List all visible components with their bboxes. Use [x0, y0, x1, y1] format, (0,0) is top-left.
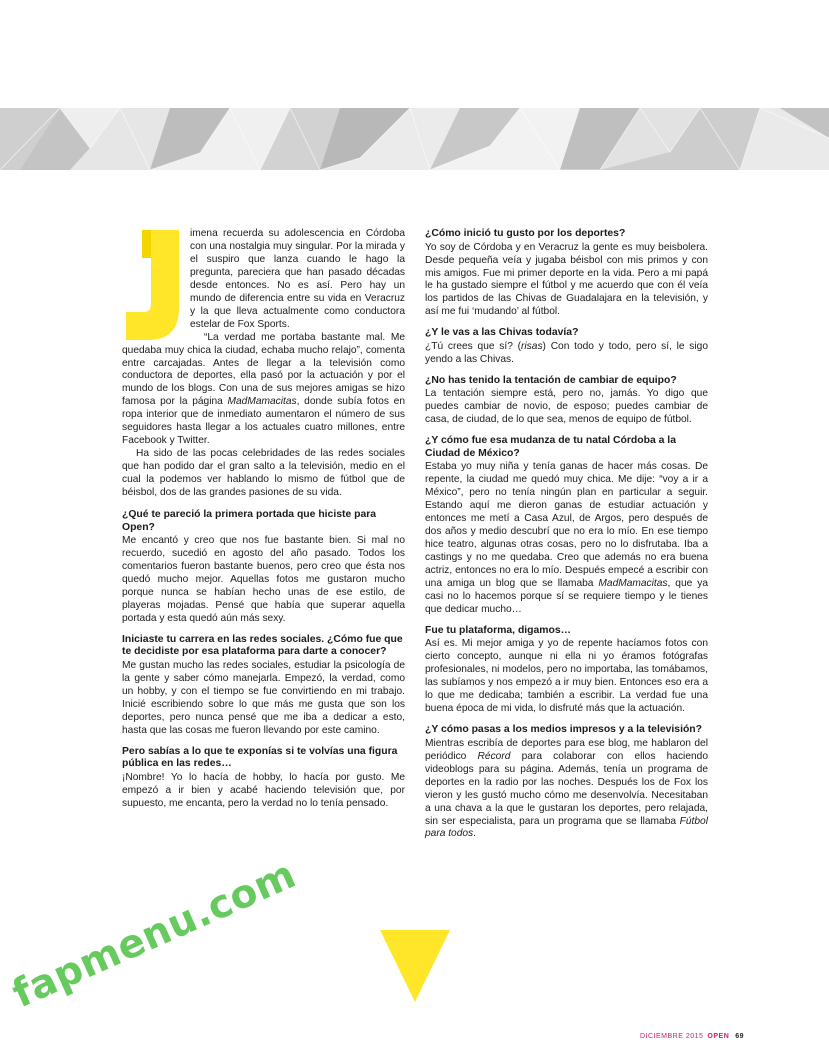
- watermark-text: fapmenu.com: [6, 852, 303, 1018]
- answer-8: Así es. Mi mejor amiga y yo de repente hacíamos fotos con cierto concepto, aunque ni ella ni yo éramos fotógrafas profesionales, ni modelos, pero no importaba, las tomábamos, las subíamos y nos empezó a ir muy bien. Entonces eso era a lo que me dedicaba; también a escribir. La verdad fue una buena época de mi vida, lo disfruté más que la actuación.: [425, 638, 708, 715]
- answer-3: ¡Nombre! Yo lo hacía de hobby, lo hacía por gusto. Me empezó a ir bien y acabé haciendo televisión que, por supuesto, me encanta, pero la verdad no lo tenía pensado.: [122, 771, 405, 809]
- article-column-left: [122, 228, 405, 819]
- answer-5-part-b: ) Con todo y todo, pero sí, le sigo yendo a las Chivas.: [425, 340, 708, 365]
- question-3: Pero sabías a lo que te exponías si te volvías una figura pública en las redes…: [122, 745, 398, 770]
- answer-1: Me encantó y creo que nos fue bastante bien. Si mal no recuerdo, sucedió en agosto del año pasado. Todos los comentarios fueron bastante buenos, pero creo que ésta nos quedó mucho mejor. Aquellas fotos me gustaron mucho porque nunca se habían hecho unas de ese estilo, de playeras mojadas. Pensé que había que superar aquella portada y esta quedó aún más sexy.: [122, 535, 405, 624]
- answer-7-part-a: Estaba yo muy niña y tenía ganas de hacer más cosas. De repente, la ciudad me quedó muy chica. Me dije: “voy a ir a México”, pero no tenía ningún plan en particular a seguir. Estando aquí me dieron ganas de estudiar actuación y entonces me metí a Casa Azul, de Argos, pero después de dos años y medio descubrí que no era lo mío. En ese tiempo hice teatro, algunas otras cosas, pero no lo disfrutaba. Iba a castings y no me quedaba. Creo que además no era buena actriz, entonces no era lo mío. Después empecé a escribir con una amiga un blog que se llamaba: [425, 461, 708, 590]
- paragraph-2-part-a: “La verdad me portaba bastante mal. Me quedaba muy chica la ciudad, echaba mucho relajo”, comenta entre carcajadas. Antes de llegar a la televisión como conductora de deportes, ella pasó por la actuación y por el mundo de los blogs. Con una de sus mejores amigas se hizo famosa por la página: [122, 331, 405, 408]
- answer-9: [425, 738, 708, 842]
- question-9: ¿Y cómo pasas a los medios impresos y a la televisión?: [425, 724, 703, 736]
- triangle-shape: [380, 930, 450, 1002]
- footer-date: DICIEMBRE 2015: [640, 1033, 704, 1040]
- footer-magazine: OPEN: [707, 1033, 730, 1040]
- answer-9-part-a: Mientras escribía de deportes para ese blog, me hablaron del periódico: [425, 737, 708, 762]
- article-column-right: [425, 228, 708, 849]
- footer-page-number: 69: [735, 1033, 745, 1040]
- answer-7: [425, 461, 708, 616]
- answer-7-part-b: , que ya casi no lo hacemos porque sí se requiere tiempo y le tienes que dedicar mucho…: [425, 578, 708, 615]
- question-1: ¿Qué te pareció la primera portada que hiciste para Open?: [122, 509, 377, 533]
- decorative-triangle: [380, 930, 450, 1007]
- dropcap-j: [124, 228, 182, 342]
- question-7: ¿Y cómo fue esa mudanza de tu natal Córdoba a la Ciudad de México?: [425, 435, 676, 459]
- paragraph-2-part-b: , donde subía fotos en ropa interior que de inmediato aumentaron el número de sus seguidores hasta llegar a los actuales cuatro millones, entre Facebook y Twitter.: [122, 396, 405, 447]
- answer-5-part-a: ¿Tú crees que sí? (: [425, 340, 522, 352]
- watermark: [6, 852, 306, 1018]
- answer-7-blog-name: MadMamacitas: [598, 578, 668, 590]
- paragraph-2-blog-name: MadMamacitas: [227, 396, 297, 408]
- question-4: ¿Cómo inició tu gusto por los deportes?: [425, 228, 626, 239]
- banner-pattern: [0, 108, 829, 170]
- answer-9-part-c: .: [473, 828, 476, 840]
- answer-5-laugh: risas: [521, 340, 543, 352]
- dropcap-j-glyph: [124, 228, 182, 342]
- answer-9-newspaper: Récord: [477, 750, 511, 762]
- page-footer: [640, 1030, 820, 1043]
- header-banner: [0, 108, 829, 170]
- question-6: ¿No has tenido la tentación de cambiar de equipo?: [425, 374, 677, 386]
- article-paragraph-2: [122, 332, 405, 449]
- answer-2: Me gustan mucho las redes sociales, estudiar la psicología de la gente y saber cómo manejarla. Empezó, la verdad, como un hobby, y con el tiempo se fue convirtiendo en mi trabajo. Inicié escribiendo sobre lo que más me gusta que son los deportes, pero nunca pensé que me iba a dedicar a esto, hasta que las cosas me fueron llevando por este camino.: [122, 660, 405, 736]
- answer-5: [425, 341, 708, 367]
- answer-4: Yo soy de Córdoba y en Veracruz la gente es muy beisbolera. Desde pequeña veía y jugaba béisbol con mis primos y con mis amigos. Fue mi primer deporte en la vida. Pero a mi papá le ha gustado siempre el fútbol y me acuerdo que con él veía los partidos de las Chivas de Guadalajara en la televisión, y así me fui ‘mudando’ al fútbol.: [425, 241, 708, 318]
- question-8: Fue tu plataforma, digamos…: [425, 624, 572, 636]
- answer-6: La tentación siempre está, pero no, jamás. Yo digo que puedes cambiar de novio, de esposo; puedes cambiar de casa, de ciudad, de lo que sea, menos de equipo de fútbol.: [425, 388, 708, 426]
- article-intro: imena recuerda su adolescencia en Córdoba con una nostalgia muy singular. Por la mirada y el suspiro que lanza cuando le hago la pregunta, pareciera que han pasado décadas desde entonces. No es así. Pero hay un mundo de diferencia entre su vida en Veracruz y la que lleva actualmente como conductora estelar de Fox Sports.: [190, 228, 405, 330]
- answer-9-part-b: para colaborar con ellos haciendo videoblogs para su página. Además, tenía un programa de deportes en la radio por las noches. Después los de Fox los vieron y les gustó mucho cómo me desenvolvía. Necesitaban a una chava a la que le gustaran los deportes, pero relajada, sin ser especialista, para un programa que se llamaba: [425, 750, 708, 827]
- article-paragraph-3: Ha sido de las pocas celebridades de las redes sociales que han podido dar el gran salto a la televisión, medio en el cual la podemos ver hablando lo mismo de fútbol que de béisbol, dos de las grandes pasiones de su vida.: [122, 448, 405, 499]
- question-2: Iniciaste tu carrera en las redes sociales. ¿Cómo fue que te decidiste por esa plataforma para darte a conocer?: [122, 633, 403, 658]
- answer-9-show-name: Fútbol para todos: [425, 815, 708, 840]
- question-5: ¿Y le vas a las Chivas todavía?: [425, 327, 579, 339]
